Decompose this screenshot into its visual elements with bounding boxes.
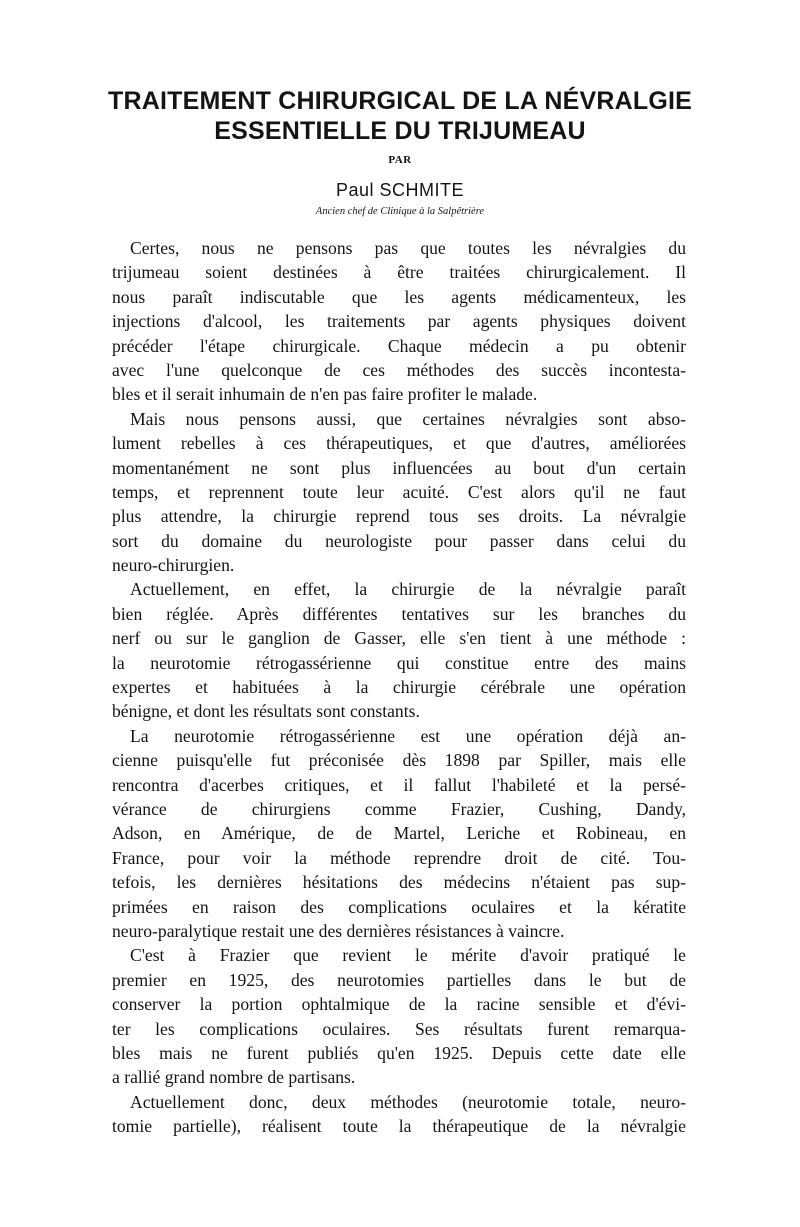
text-line: bles mais ne furent publiés qu'en 1925. Depuis cette date elle [112, 1042, 686, 1063]
text-line: Actuellement, en effet, la chirurgie de la névralgie paraît [130, 579, 686, 600]
text-line: précéder l'étape chirurgicale. Chaque médecin a pu obtenir [112, 335, 686, 356]
text-line: premier en 1925, des neurotomies partielles dans le but de [112, 969, 686, 990]
text-line: sort du domaine du neurologiste pour passer dans celui du [112, 530, 686, 551]
text-line: primées en raison des complications oculaires et la kératite [112, 896, 686, 917]
text-line: la neurotomie rétrogassérienne qui constitue entre des mains [112, 652, 686, 673]
title-line-2: ESSENTIELLE DU TRIJUMEAU [214, 117, 586, 145]
text-line: bien réglée. Après différentes tentatives sur les branches du [112, 603, 686, 624]
text-line: vérance de chirurgiens comme Frazier, Cushing, Dandy, [112, 798, 686, 819]
text-line: conserver la portion ophtalmique de la racine sensible et d'évi- [112, 994, 686, 1015]
text-line: temps, et reprennent toute leur acuité. C'est alors qu'il ne faut [112, 481, 686, 502]
text-line: nous paraît indiscutable que les agents médicamenteux, les [112, 286, 686, 307]
text-line: cienne puisqu'elle fut préconisée dès 1898 par Spiller, mais elle [112, 750, 686, 771]
author-name: Paul SCHMITE [335, 180, 465, 200]
text-line: tefois, les dernières hésitations des médecins n'étaient pas sup- [112, 872, 686, 893]
article-body [112, 236, 686, 1138]
text-line: a rallié grand nombre de partisans. [112, 1067, 356, 1088]
text-line: tomie partielle), réalisent toute la thérapeutique de la névralgie [112, 1116, 686, 1137]
byline-par: PAR [388, 154, 412, 166]
title-line-1: TRAITEMENT CHIRURGICAL DE LA NÉVRALGIE [108, 87, 692, 115]
text-line: bénigne, et dont les résultats sont constants. [112, 701, 420, 722]
text-line: expertes et habituées à la chirurgie cérébrale une opération [112, 677, 686, 698]
text-line: bles et il serait inhumain de n'en pas faire profiter le malade. [112, 384, 538, 405]
author-affiliation: Ancien chef de Clinique à la Salpêtrière [315, 206, 485, 217]
text-line: avec l'une quelconque de ces méthodes des succès incontesta- [112, 359, 686, 380]
text-line: injections d'alcool, les traitements par agents physiques doivent [112, 311, 686, 332]
text-line: plus attendre, la chirurgie reprend tous ses droits. La névralgie [112, 506, 686, 527]
text-line: Adson, en Amérique, de de Martel, Leriche et Robineau, en [112, 823, 686, 844]
text-line: La neurotomie rétrogassérienne est une opération déjà an- [130, 725, 686, 746]
text-line: France, pour voir la méthode reprendre droit de cité. Tou- [112, 847, 686, 868]
text-line: Mais nous pensons aussi, que certaines névralgies sont abso- [130, 408, 686, 429]
text-line: neuro-chirurgien. [112, 555, 235, 576]
text-line: Certes, nous ne pensons pas que toutes les névralgies du [130, 238, 686, 258]
text-line: lument rebelles à ces thérapeutiques, et que d'autres, améliorées [112, 433, 686, 454]
text-line: C'est à Frazier que revient le mérite d'avoir pratiqué le [130, 945, 686, 966]
text-line: neuro-paralytique restait une des dernières résistances à vaincre. [112, 920, 565, 941]
text-line: Actuellement donc, deux méthodes (neurotomie totale, neuro- [130, 1091, 686, 1112]
text-line: rencontra d'acerbes critiques, et il fallut l'habileté et la persé- [112, 774, 686, 795]
text-line: nerf ou sur le ganglion de Gasser, elle s'en tient à une méthode : [112, 628, 686, 649]
text-line: ter les complications oculaires. Ses résultats furent remarqua- [112, 1018, 686, 1039]
text-line: trijumeau soient destinées à être traitées chirurgicalement. Il [112, 262, 686, 283]
text-line: momentanément ne sont plus influencées au bout d'un certain [112, 457, 686, 478]
